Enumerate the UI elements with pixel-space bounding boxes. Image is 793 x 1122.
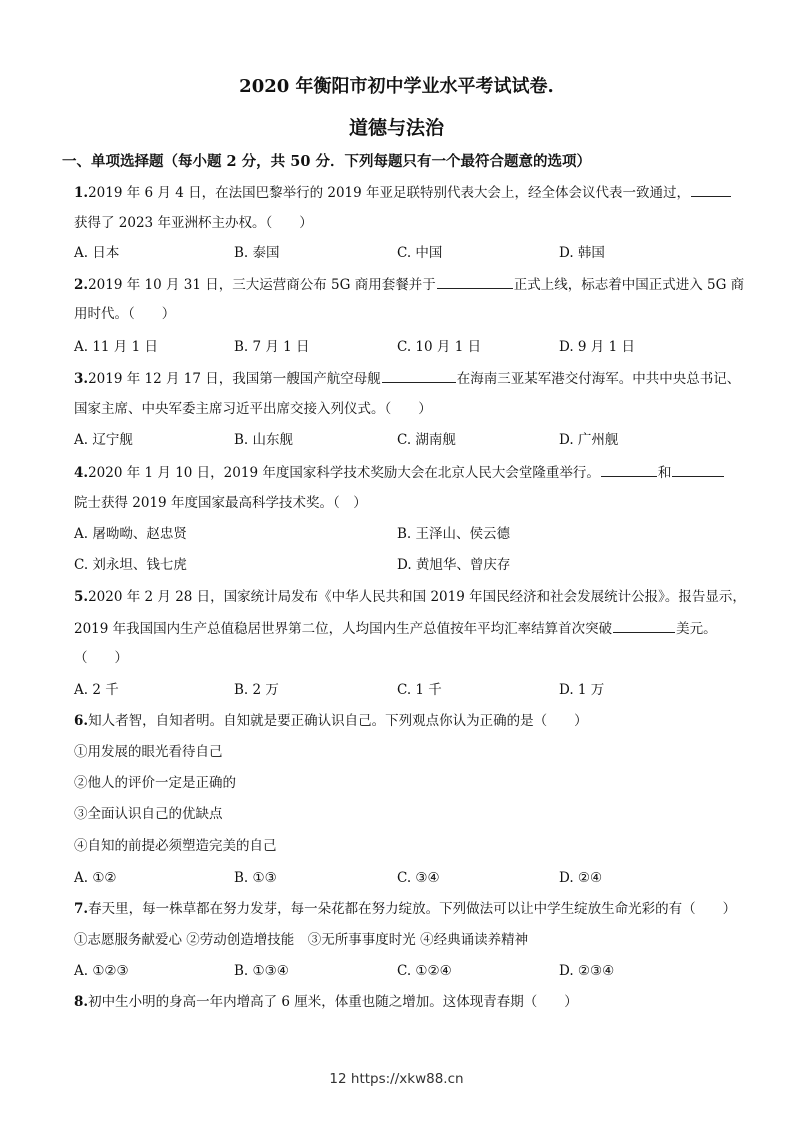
question-text: 正式上线，标志着中国正式进入 5G 商 [513, 277, 745, 293]
question-number: 2. [74, 277, 89, 293]
option-d: D. 1 万 [559, 682, 605, 698]
option-d: D. 广州舰 [559, 432, 619, 448]
question-text: 2020 年 1 月 10 日，2019 年度国家科学技术奖励大会在北京人民大会堂隆重举行。 [88, 465, 600, 481]
question-7-line-1 [74, 900, 736, 918]
question-4-line-2: 院士获得 2019 年度国家最高科学技术奖。（ ） [74, 495, 367, 511]
page-footer: 12 https://xkw88.cn [329, 1071, 464, 1087]
option-c: C. 1 千 [397, 682, 442, 698]
question-text: 2019 年 10 月 31 日，三大运营商公布 5G 商用套餐并于 [88, 277, 436, 293]
option-c: C. 刘永坦、钱七虎 [74, 557, 187, 573]
option-d: D. 9 月 1 日 [559, 339, 635, 355]
option-a: A. 11 月 1 日 [74, 339, 158, 355]
question-8-line-1 [74, 993, 578, 1011]
question-number: 6. [74, 713, 89, 729]
option-b: B. ①③④ [234, 963, 289, 979]
option-a: A. 2 千 [74, 682, 119, 698]
option-b: B. 7 月 1 日 [234, 339, 310, 355]
statement-4: ④自知的前提必须塑造完美的自己 [74, 838, 277, 854]
question-number: 1. [74, 185, 89, 201]
question-5-line-1 [74, 588, 746, 606]
question-text: 初中生小明的身高一年内增高了 6 厘米，体重也随之增加。这体现青春期（ ） [88, 994, 578, 1010]
option-b: B. 山东舰 [234, 432, 294, 448]
question-7-statements: ①志愿服务献爱心 ②劳动创造增技能 ③无所事事度时光 ④经典诵读养精神 [74, 932, 529, 948]
question-text: 2020 年 2 月 28 日，国家统计局发布《中华人民共和国 2019 年国民经济和社会发展统计公报》。报告显示， [88, 589, 746, 605]
question-text: 春天里，每一株草都在努力发芽，每一朵花都在努力绽放。下列做法可以让中学生绽放生命光彩的有（ ） [88, 901, 737, 917]
question-3-line-1 [74, 369, 740, 388]
option-c: C. 中国 [397, 245, 443, 261]
question-text: 在海南三亚某军港交付海军。中共中央总书记、 [456, 371, 741, 387]
option-d: D. ②④ [559, 870, 603, 886]
option-d: D. ②③④ [559, 963, 615, 979]
option-d: D. 韩国 [559, 245, 605, 261]
answer-blank [382, 369, 456, 383]
question-number: 5. [74, 589, 89, 605]
question-4-line-1 [74, 463, 725, 482]
question-2-line-1 [74, 275, 744, 294]
section-heading: 一、单项选择题（每小题 2 分，共 50 分．下列每题只有一个最符合题意的选项） [62, 153, 591, 170]
subject-title: 道德与法治 [348, 117, 444, 139]
question-text: 和 [657, 465, 672, 481]
question-text: 2019 年 6 月 4 日，在法国巴黎举行的 2019 年亚足联特别代表大会上，经全体会议代表一致通过， [88, 185, 691, 201]
answer-blank [672, 463, 724, 477]
question-text: 知人者智，自知者明。自知就是要正确认识自己。下列观点你认为正确的是（ ） [88, 713, 588, 729]
option-c: C. 湖南舰 [397, 432, 456, 448]
answer-blank [437, 275, 513, 289]
option-b: B. ①③ [234, 870, 277, 886]
statement-2: ②他人的评价一定是正确的 [74, 775, 236, 791]
answer-blank [691, 183, 731, 197]
question-number: 3. [74, 371, 89, 387]
option-b: B. 泰国 [234, 245, 280, 261]
option-c: C. 10 月 1 日 [397, 339, 482, 355]
option-b: B. 王泽山、侯云德 [397, 526, 511, 542]
option-d: D. 黄旭华、曾庆存 [397, 557, 511, 573]
question-5-line-2 [74, 619, 717, 638]
statement-3: ③全面认识自己的优缺点 [74, 806, 223, 822]
answer-blank [601, 463, 657, 477]
question-text: 2019 年 12 月 17 日，我国第一艘国产航空母舰 [88, 371, 381, 387]
question-2-line-2: 用时代。（ ） [74, 306, 176, 322]
option-a: A. 辽宁舰 [74, 432, 133, 448]
option-a: A. 日本 [74, 245, 120, 261]
option-c: C. ③④ [397, 870, 440, 886]
question-5-line-3: （ ） [74, 650, 128, 666]
answer-blank [613, 619, 675, 633]
question-number: 7. [74, 901, 89, 917]
option-a: A. 屠呦呦、赵忠贤 [74, 526, 187, 542]
question-1-line-1 [74, 183, 732, 202]
exam-title: 2020 年衡阳市初中学业水平考试试卷. [239, 76, 554, 97]
option-c: C. ①②④ [397, 963, 452, 979]
question-text: 美元。 [676, 621, 717, 637]
option-b: B. 2 万 [234, 682, 279, 698]
question-1-line-2: 获得了 2023 年亚洲杯主办权。（ ） [74, 215, 313, 231]
option-a: A. ①②③ [74, 963, 129, 979]
question-number: 8. [74, 994, 89, 1010]
question-text: 2019 年我国国内生产总值稳居世界第二位，人均国内生产总值按年平均汇率结算首次突破 [74, 621, 613, 637]
statement-1: ①用发展的眼光看待自己 [74, 744, 223, 760]
question-3-line-2: 国家主席、中央军委主席习近平出席交接入列仪式。（ ） [74, 401, 432, 417]
option-a: A. ①② [74, 870, 117, 886]
question-6-line-1 [74, 712, 588, 730]
question-number: 4. [74, 465, 89, 481]
